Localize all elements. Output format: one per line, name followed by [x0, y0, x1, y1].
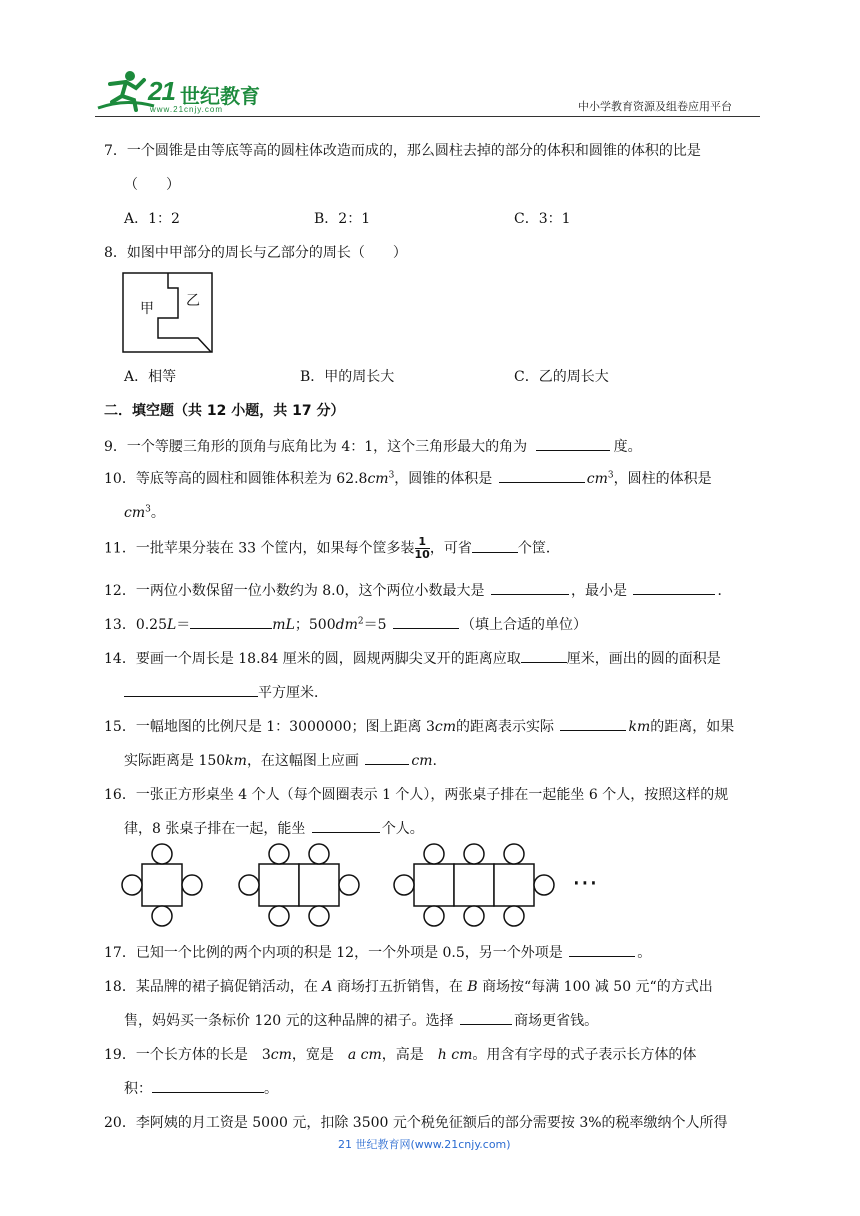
q19-text: 19．一个长方体的长是 3: [104, 1047, 271, 1063]
q8-figure: [122, 272, 214, 354]
q14-blank-1: [521, 648, 567, 663]
q9-blank: [536, 436, 610, 451]
q15-text-5: ，在这幅图上应画: [246, 753, 359, 769]
q19: [104, 1044, 696, 1064]
q16-blank: [312, 818, 380, 833]
q15-unit-cm-2: cm: [411, 753, 433, 769]
q8-option-b: B．甲的周长大: [300, 369, 395, 385]
q13-unit-ml: mL: [272, 617, 295, 633]
q12-text: 12．一两位小数保留一位小数约为 8.0，这个两位小数最大是: [104, 583, 485, 599]
q11-numerator: 1: [415, 536, 430, 549]
q16-text: 律，8 张桌子排在一起，能坐: [124, 821, 306, 837]
q12-end: ．: [717, 583, 732, 599]
q19-line2: [124, 1078, 278, 1098]
q13-hint: （填上合适的单位）: [460, 617, 587, 633]
q18-end: 商场更省钱。: [514, 1013, 599, 1029]
q10-exp: 3: [388, 470, 395, 481]
q16-line2: [124, 818, 424, 838]
q20: 20．李阿姨的月工资是 5000 元，扣除 3500 元个税免征额后的部分需要按 3%的税率缴纳个人所得: [104, 1115, 728, 1131]
q18-text: 18．某品牌的裙子搞促销活动，在: [104, 979, 318, 995]
q19-text-3: ，高是: [381, 1047, 438, 1063]
q11: [104, 536, 560, 561]
q11-text-3: 个筐．: [517, 540, 560, 557]
q13-exp: 2: [357, 616, 364, 627]
q15-text: 15．一幅地图的比例尺是 1：3000000；图上距离 3: [104, 719, 435, 735]
q10-text-3: ，圆柱的体积是: [613, 471, 712, 487]
q11-blank: [472, 538, 518, 553]
q10-blank-1: [499, 468, 585, 483]
q11-fraction: [415, 536, 430, 561]
q16-ellipsis: ⋯: [572, 868, 598, 898]
q18-text-2: 商场打五折销售，在: [336, 979, 463, 995]
q8-stem: 8．如图中甲部分的周长与乙部分的周长（ ）: [104, 245, 407, 261]
q13-text-2: ；500: [294, 617, 336, 633]
q16-end: 个人。: [381, 821, 424, 837]
q19-text-2: ，宽是: [291, 1047, 348, 1063]
platform-name: 中小学教育资源及组卷应用平台: [578, 100, 732, 113]
q17-end: 。: [637, 945, 652, 961]
q7-option-c: C．3：1: [514, 211, 571, 227]
q17-text: 17．已知一个比例的两个内项的积是 12，一个外项是 0.5，另一个外项是: [104, 945, 563, 961]
q15-unit-km-2: km: [225, 753, 247, 769]
q15-blank-1: [560, 716, 626, 731]
q19-var-a: a: [347, 1047, 357, 1063]
q13: [104, 614, 587, 634]
q15-text-4: 实际距离是 150: [124, 753, 226, 769]
q9-text-end: 度。: [613, 439, 642, 455]
q13-unit-l: L: [167, 617, 177, 633]
q7-option-b: B．2：1: [314, 211, 371, 227]
q10-line2: [124, 502, 165, 522]
q10-unit-3: cm: [124, 505, 146, 521]
q18: [104, 976, 713, 996]
q14: [104, 648, 721, 668]
q10-unit: cm: [367, 471, 389, 487]
footer-link[interactable]: 21 世纪教育网(www.21cnjy.com): [338, 1138, 511, 1151]
section-title: 二．填空题（共 12 小题，共 17 分）: [104, 403, 345, 419]
q17: [104, 942, 651, 962]
q15-blank-2: [365, 750, 409, 765]
q11-text: 11．一批苹果分装在 33 个筐内，如果每个筐多装: [104, 540, 415, 557]
q8-label-jia: 甲: [140, 301, 154, 317]
q14-end: 平方厘米．: [258, 685, 328, 701]
q7-answer-paren: （ ）: [124, 177, 180, 193]
logo-text: 世纪教育: [180, 84, 260, 108]
q10-exp-3: 3: [145, 504, 151, 515]
q13-eq: ＝: [176, 617, 191, 633]
q15-text-3: 的距离，如果: [650, 719, 735, 735]
q14-text: 14．要画一个周长是 18.84 厘米的圆，圆规两脚尖叉开的距离应取: [104, 651, 521, 667]
q15-end: .: [432, 753, 437, 769]
q10-end: 。: [150, 505, 165, 521]
q11-text-2: ，可省: [429, 540, 472, 557]
q15-text-2: 的距离表示实际: [456, 719, 555, 735]
q18-mall-b: B: [467, 979, 478, 995]
q8-option-c: C．乙的周长大: [514, 369, 609, 385]
q18-text-3: 商场按“每满 100 减 50 元“的方式出: [482, 979, 713, 995]
q8-label-yi: 乙: [186, 293, 200, 309]
logo-url: www.21cnjy.com: [150, 105, 223, 114]
q15: [104, 716, 734, 736]
q18-text-4: 售，妈妈买一条标价 120 元的这种品牌的裙子。选择: [124, 1013, 454, 1029]
q15-unit-km: km: [628, 719, 651, 735]
q10-exp-2: 3: [607, 470, 614, 481]
logo-runner-icon: [96, 68, 156, 112]
q19-blank: [152, 1078, 264, 1093]
q10: [104, 468, 712, 488]
q16: 16．一张正方形桌坐 4 个人（每个圆圈表示 1 个人），两张桌子排在一起能坐 6 个人，按照这样的规: [104, 787, 729, 803]
header-divider: [95, 116, 760, 117]
q9-text: 9．一个等腰三角形的顶角与底角比为 4：1，这个三角形最大的角为: [104, 439, 528, 455]
q13-blank-1: [190, 614, 272, 629]
q19-var-h: h: [437, 1047, 447, 1063]
q12-blank-2: [633, 580, 715, 595]
q11-denominator: 10: [414, 548, 430, 561]
q14-blank-2: [124, 682, 258, 697]
q15-line2: [124, 750, 437, 770]
q18-mall-a: A: [322, 979, 333, 995]
q15-unit-cm: cm: [434, 719, 457, 735]
q12: [104, 580, 731, 600]
q16-table-figure: [118, 842, 558, 932]
q7-stem: 7．一个圆锥是由等底等高的圆柱体改造而成的，那么圆柱去掉的部分的体积和圆锥的体积的比是: [104, 143, 701, 159]
q12-text-2: ，最小是: [570, 583, 627, 599]
q10-text: 10．等底等高的圆柱和圆锥体积差为 62.8: [104, 471, 368, 487]
q7-option-a: A．1：2: [124, 211, 180, 227]
q13-blank-2: [393, 614, 459, 629]
q10-unit-2: cm: [586, 471, 608, 487]
q14-text-2: 厘米，画出的圆的面积是: [566, 651, 721, 667]
q10-text-2: ，圆锥的体积是: [394, 471, 493, 487]
q19-unit-cm-3: cm: [451, 1047, 473, 1063]
q13-text-3: ＝5: [363, 617, 387, 633]
q18-blank: [460, 1010, 512, 1025]
q19-unit-cm-2: cm: [360, 1047, 382, 1063]
logo-number: 21: [148, 76, 175, 106]
q17-blank: [569, 942, 635, 957]
q19-end: 。: [264, 1081, 278, 1097]
q19-unit-cm: cm: [270, 1047, 292, 1063]
q18-line2: [124, 1010, 598, 1030]
q9: [104, 436, 642, 456]
q14-line2: [124, 682, 328, 702]
q13-unit-dm: dm: [335, 617, 358, 633]
q8-option-a: A．相等: [124, 369, 177, 385]
q19-text-5: 积：: [124, 1081, 152, 1097]
q13-text: 13．0.25: [104, 617, 167, 633]
q12-blank-1: [491, 580, 569, 595]
q19-text-4: 。用含有字母的式子表示长方体的体: [472, 1047, 697, 1063]
